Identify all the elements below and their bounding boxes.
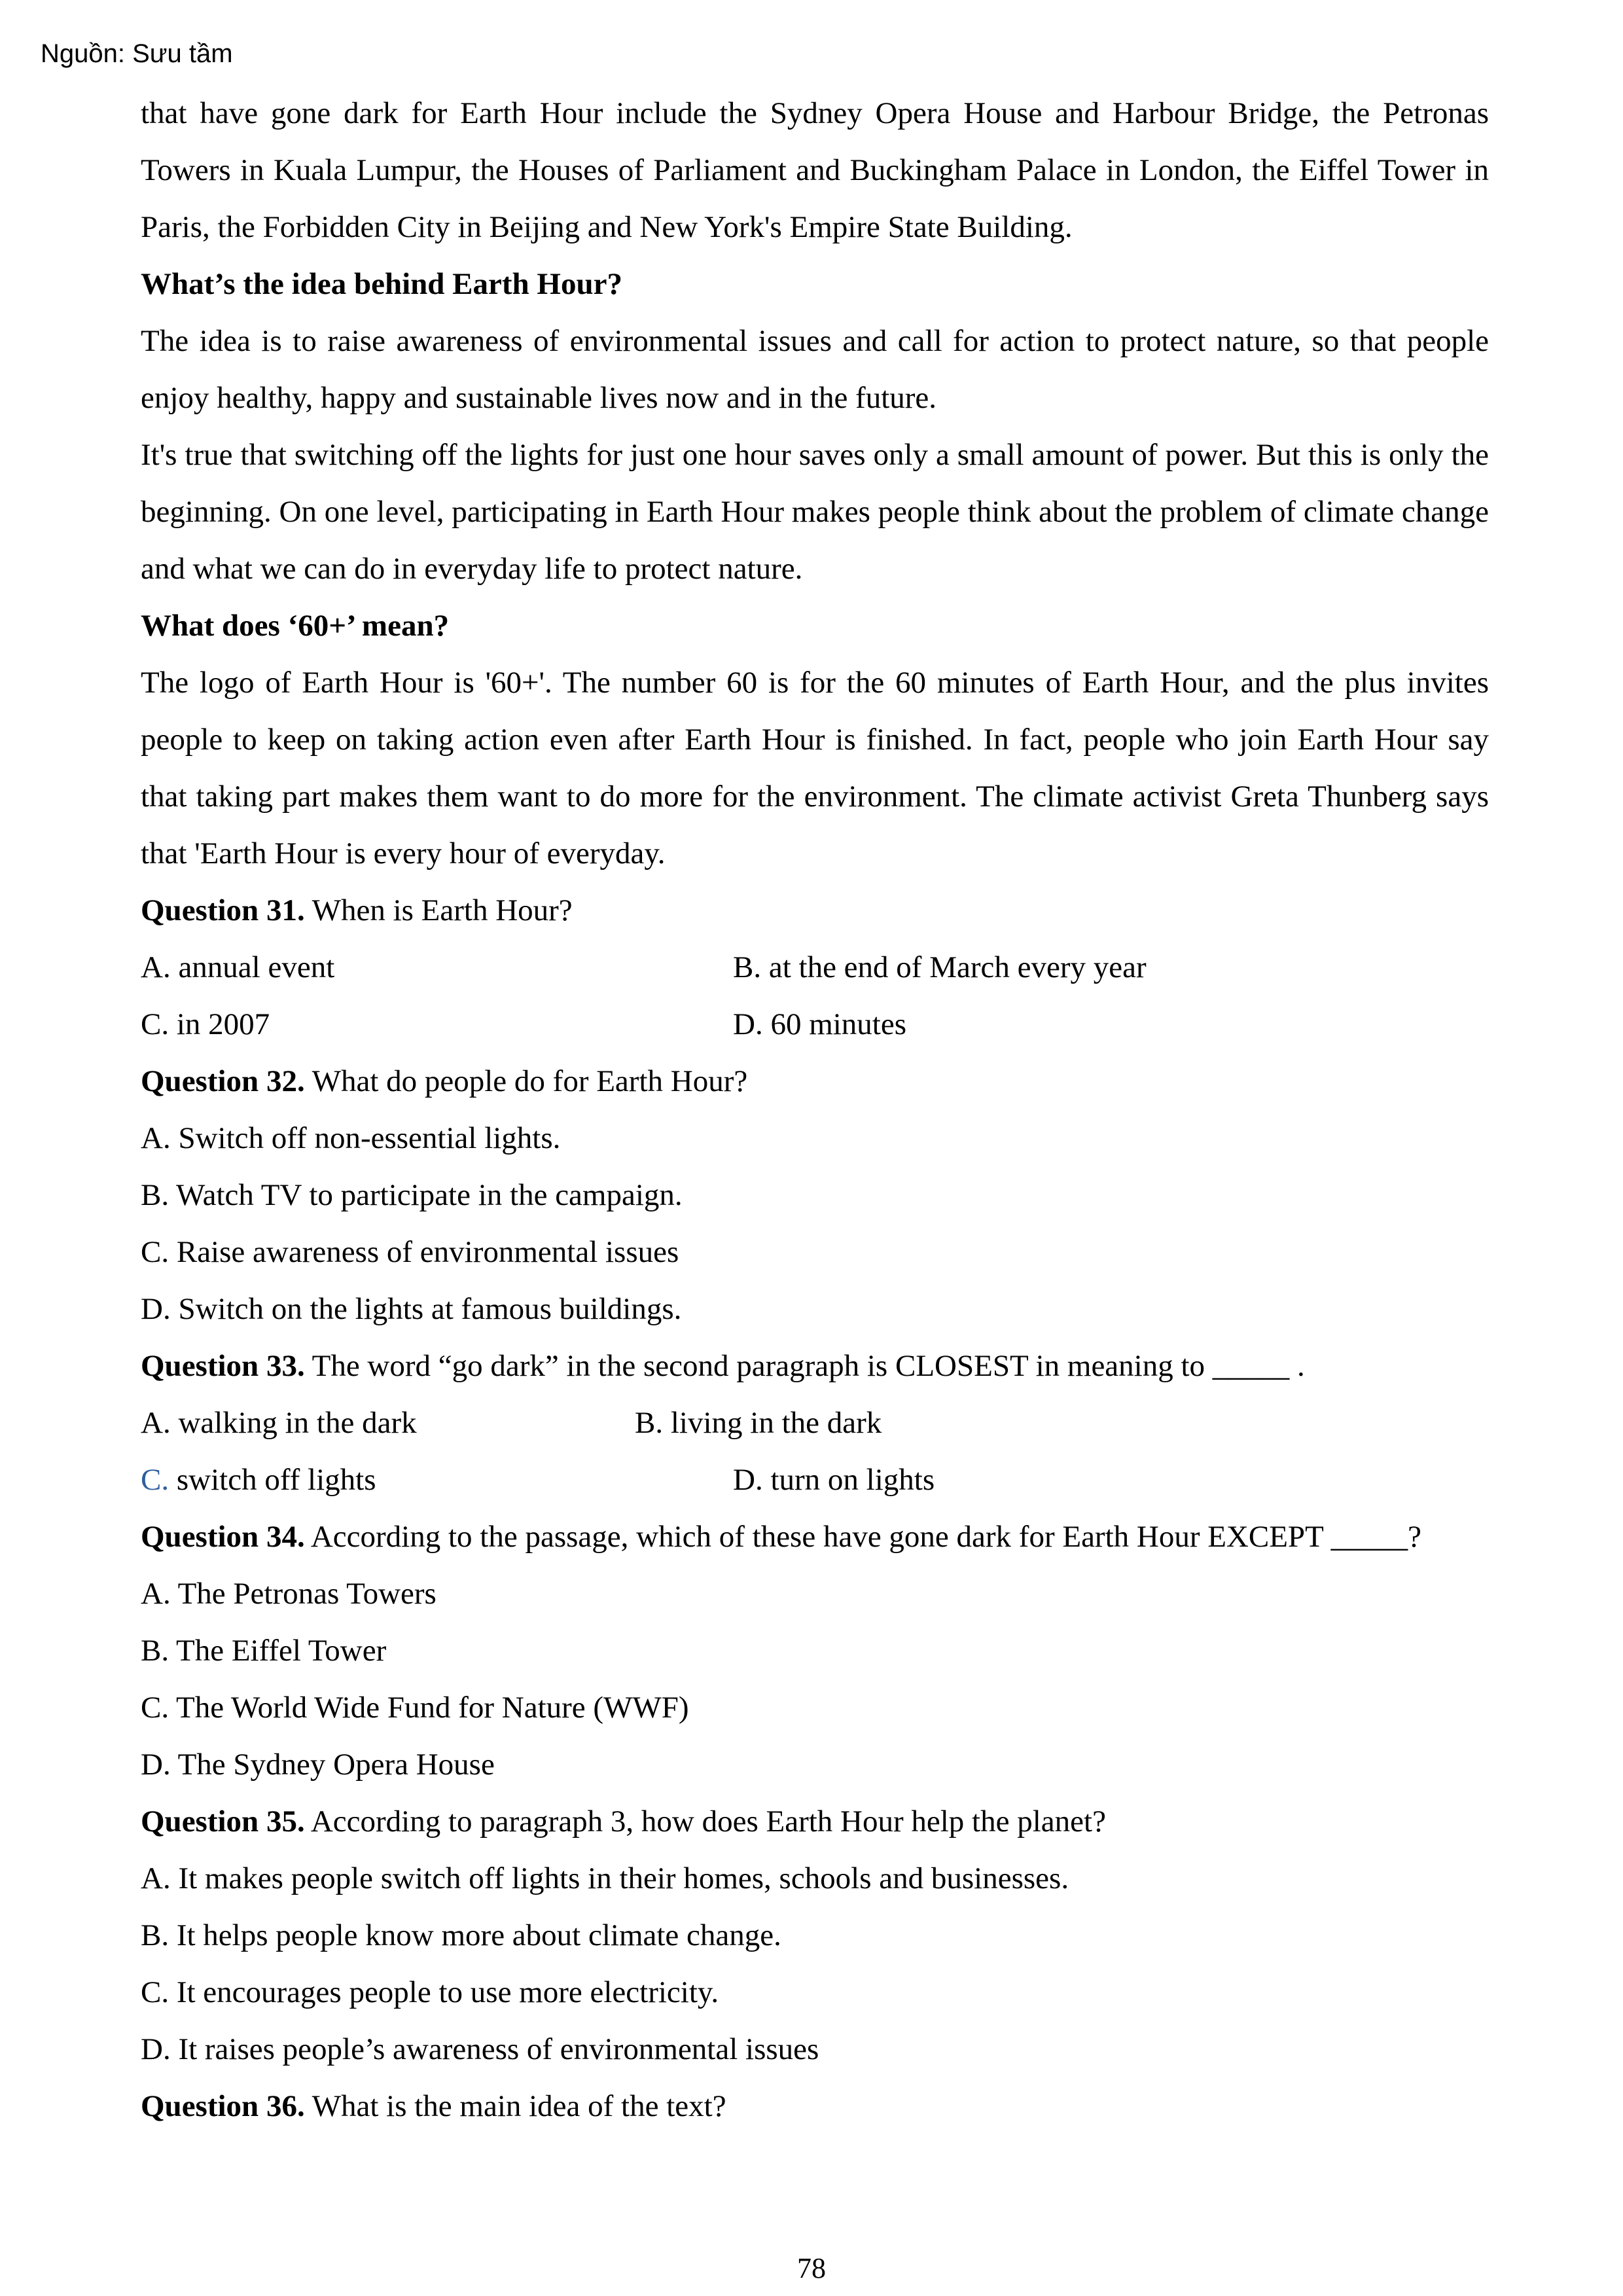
question-33-option-c-text: switch off lights bbox=[169, 1463, 376, 1497]
question-32-option-b[interactable]: B. Watch TV to participate in the campaign. bbox=[141, 1178, 683, 1212]
question-33-text: The word “go dark” in the second paragraph is CLOSEST in meaning to _____ . bbox=[304, 1349, 1305, 1383]
question-34-text: According to the passage, which of these have gone dark for Earth Hour EXCEPT _____? bbox=[304, 1520, 1422, 1554]
passage-intro: that have gone dark for Earth Hour include the Sydney Opera House and Harbour Bridge, the Petronas Towers in Kuala Lumpur, the Houses of Parliament and Buckingham Palace in London, the Eiffel Tower in Paris, the Forbidden City in Beijing and New York's Empire State Building. bbox=[141, 96, 1489, 244]
passage-paragraph-2: It's true that switching off the lights for just one hour saves only a small amount of power. But this is only the beginning. On one level, participating in Earth Hour makes people think about the problem of climate change and what we can do in everyday life to protect nature. bbox=[141, 438, 1489, 586]
question-33 bbox=[141, 1338, 1489, 1395]
page-number: 78 bbox=[797, 2252, 826, 2284]
question-35-number: Question 35. bbox=[141, 1804, 305, 1839]
question-34 bbox=[141, 1509, 1489, 1566]
question-31-options-row-1 bbox=[141, 939, 1489, 996]
question-32-option-c[interactable]: C. Raise awareness of environmental issues bbox=[141, 1235, 679, 1269]
question-35 bbox=[141, 1793, 1489, 1850]
question-33-options-row-2 bbox=[141, 1452, 1489, 1509]
question-33-option-a[interactable]: A. walking in the dark bbox=[141, 1406, 417, 1440]
source-note: Nguồn: Sưu tầm bbox=[41, 39, 233, 68]
question-35-option-c[interactable]: C. It encourages people to use more electricity. bbox=[141, 1975, 719, 2009]
question-31-options-row-2 bbox=[141, 996, 1489, 1053]
question-36 bbox=[141, 2078, 1489, 2135]
question-33-option-b[interactable]: B. living in the dark bbox=[635, 1406, 882, 1440]
question-32-text: What do people do for Earth Hour? bbox=[304, 1064, 748, 1098]
question-31-option-c[interactable]: C. in 2007 bbox=[141, 1007, 270, 1041]
question-35-option-d[interactable]: D. It raises people’s awareness of environmental issues bbox=[141, 2032, 819, 2066]
question-32-number: Question 32. bbox=[141, 1064, 305, 1098]
question-33-option-d[interactable]: D. turn on lights bbox=[733, 1463, 935, 1497]
question-35-option-b[interactable]: B. It helps people know more about climate change. bbox=[141, 1918, 781, 1952]
heading-idea-behind: What’s the idea behind Earth Hour? bbox=[141, 267, 622, 301]
question-33-option-c-letter: C. bbox=[141, 1463, 169, 1497]
question-34-number: Question 34. bbox=[141, 1520, 305, 1554]
question-31-option-a[interactable]: A. annual event bbox=[141, 950, 335, 984]
question-34-option-b[interactable]: B. The Eiffel Tower bbox=[141, 1634, 387, 1668]
question-36-number: Question 36. bbox=[141, 2089, 305, 2123]
question-32-option-d[interactable]: D. Switch on the lights at famous buildings. bbox=[141, 1292, 682, 1326]
question-31-option-d[interactable]: D. 60 minutes bbox=[733, 1007, 907, 1041]
question-31-text: When is Earth Hour? bbox=[304, 893, 573, 927]
question-34-option-a[interactable]: A. The Petronas Towers bbox=[141, 1577, 437, 1611]
question-31-number: Question 31. bbox=[141, 893, 305, 927]
question-36-text: What is the main idea of the text? bbox=[304, 2089, 726, 2123]
question-32 bbox=[141, 1053, 1489, 1110]
question-35-text: According to paragraph 3, how does Earth Hour help the planet? bbox=[304, 1804, 1106, 1839]
question-33-option-c[interactable] bbox=[141, 1452, 376, 1509]
question-33-options-row-1 bbox=[141, 1395, 1489, 1452]
question-35-option-a[interactable]: A. It makes people switch off lights in their homes, schools and businesses. bbox=[141, 1861, 1069, 1895]
page-content bbox=[141, 85, 1489, 2135]
question-32-option-a[interactable]: A. Switch off non-essential lights. bbox=[141, 1121, 561, 1155]
passage-paragraph-3: The logo of Earth Hour is '60+'. The number 60 is for the 60 minutes of Earth Hour, and the plus invites people to keep on taking action even after Earth Hour is finished. In fact, people who join Earth Hour say that taking part makes them want to do more for the environment. The climate activist Greta Thunberg says that 'Earth Hour is every hour of everyday. bbox=[141, 666, 1489, 870]
question-31 bbox=[141, 882, 1489, 939]
question-34-option-c[interactable]: C. The World Wide Fund for Nature (WWF) bbox=[141, 1691, 689, 1725]
question-31-option-b[interactable]: B. at the end of March every year bbox=[733, 950, 1147, 984]
passage-paragraph-1: The idea is to raise awareness of environmental issues and call for action to protect nature, so that people enjoy healthy, happy and sustainable lives now and in the future. bbox=[141, 324, 1489, 415]
question-33-number: Question 33. bbox=[141, 1349, 305, 1383]
question-34-option-d[interactable]: D. The Sydney Opera House bbox=[141, 1748, 495, 1782]
heading-60-plus: What does ‘60+’ mean? bbox=[141, 609, 450, 643]
